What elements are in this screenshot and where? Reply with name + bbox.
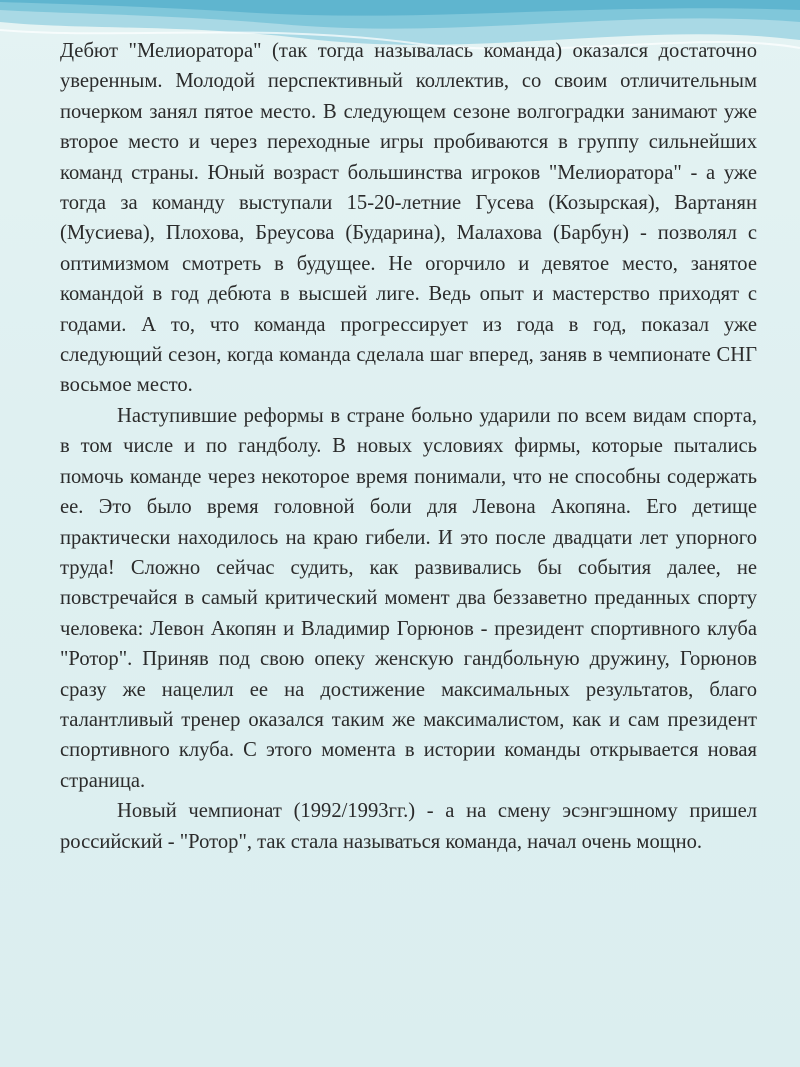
body-text xyxy=(60,36,757,857)
paragraph-1: Дебют "Мелиоратора" (так тогда называлась команда) оказался достаточно уверенным. Молодой перспективный коллектив, со своим отличительным почерком занял пятое место. В следующем сезоне волгоградки занимают уже второе место и через переходные игры пробиваются в группу сильнейших команд страны. Юный возраст большинства игроков "Мелиоратора" - а уже тогда за команду выступали 15-20-летние Гусева (Козырская), Вартанян (Мусиева), Плохова, Бреусова (Бударина), Малахова (Барбун) - позволял с оптимизмом смотреть в будущее. Не огорчило и девятое место, занятое командой в год дебюта в высшей лиге. Ведь опыт и мастерство приходят с годами. А то, что команда прогрессирует из года в год, показал уже следующий сезон, когда команда сделала шаг вперед, заняв в чемпионате СНГ восьмое место. xyxy=(60,40,757,397)
paragraph-3: Новый чемпионат (1992/1993гг.) - а на смену эсэнгэшному пришел российский - "Ротор", так стала называться команда, начал очень мощно. xyxy=(60,800,757,853)
paragraph-2: Наступившие реформы в стране больно ударили по всем видам спорта, в том числе и по гандболу. В новых условиях фирмы, которые пытались помочь команде через некоторое время понимали, что не способны содержать ее. Это было время головной боли для Левона Акопяна. Его детище практически находилось на краю гибели. И это после двадцати лет упорного труда! Сложно сейчас судить, как развивались бы события далее, не повстречайся в самый критический момент два беззаветно преданных спорту человека: Левон Акопян и Владимир Горюнов - президент спортивного клуба "Ротор". Приняв под свою опеку женскую гандбольную дружину, Горюнов сразу же нацелил ее на достижение максимальных результатов, благо талантливый тренер оказался таким же максималистом, как и сам президент спортивного клуба. С этого момента в истории команды открывается новая страница. xyxy=(60,404,757,792)
